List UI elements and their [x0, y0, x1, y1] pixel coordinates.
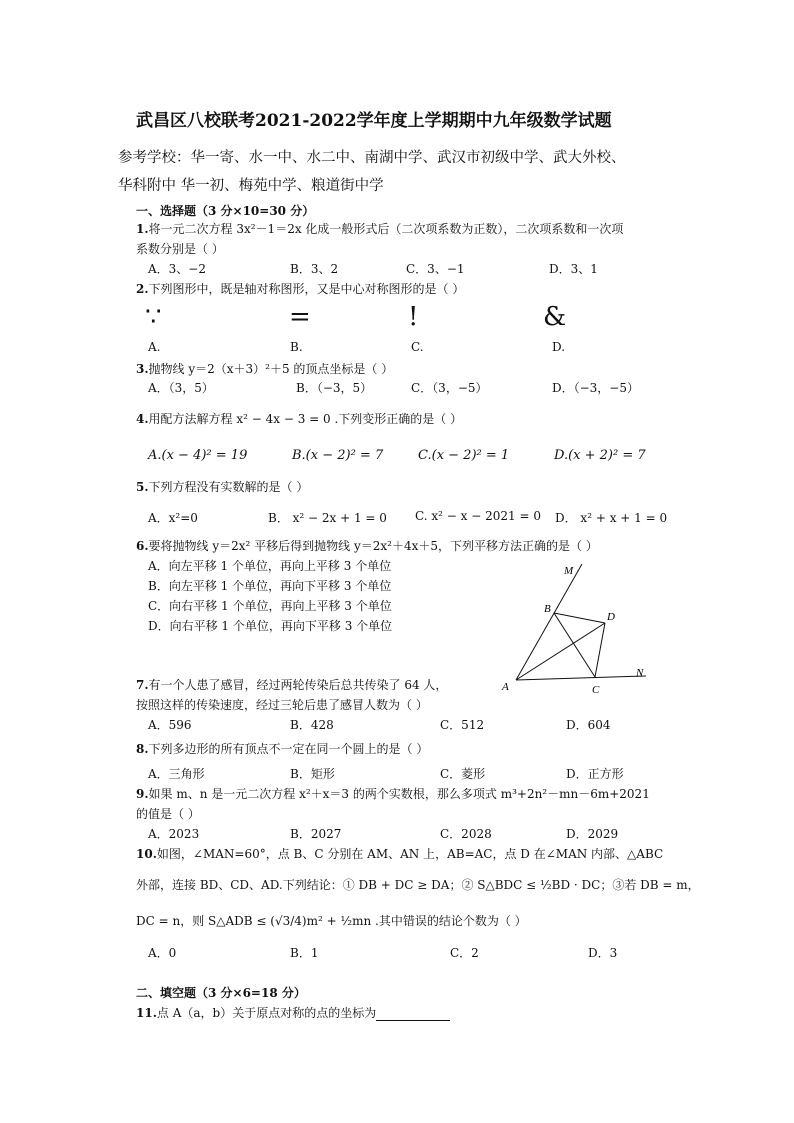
q9-option-b: B．2027	[290, 827, 342, 841]
ray-am	[516, 564, 582, 680]
label-n: N	[636, 667, 644, 679]
q5-option-a: A．x²=0	[148, 511, 198, 525]
q4-option-c: C.(x − 2)² = 1	[418, 448, 510, 463]
segment-bd	[554, 613, 605, 623]
question-11: 11.点 A（a，b）关于原点对称的点的坐标为	[136, 1004, 450, 1021]
q6-option-b: B．向左平移 1 个单位，再向下平移 3 个单位	[148, 579, 392, 593]
q2-option-d: D.	[552, 340, 566, 354]
q10-option-d: D．3	[588, 946, 618, 960]
question-10-line-2: 外部，连接 BD、CD、AD.下列结论：① DB + DC ≥ DA；② S△BDC ≤ ½BD · DC；③若 DB = m，	[136, 878, 700, 892]
label-m: M	[564, 565, 574, 577]
q2-option-a: A.	[148, 340, 161, 354]
q4-option-d: D.(x + 2)² = 7	[554, 448, 646, 463]
schools-line-2: 华科附中 华一初、梅苑中学、粮道街中学	[118, 178, 384, 194]
question-8: 8.下列多边形的所有顶点不一定在同一个圆上的是（ ）	[136, 742, 429, 756]
q1-option-c: C．3、−1	[406, 262, 465, 276]
answer-blank[interactable]	[376, 1008, 450, 1021]
label-b: B	[544, 603, 551, 615]
question-9-line-2: 的值是（ ）	[136, 807, 200, 821]
q6-option-a: A．向左平移 1 个单位，再向上平移 3 个单位	[148, 559, 392, 573]
q9-option-c: C．2028	[440, 827, 492, 841]
question-5: 5.下列方程没有实数解的是（ ）	[136, 480, 309, 494]
question-1: 1.将一元二次方程 3x²－1＝2x 化成一般形式后（二次项系数为正数），二次项系数和一次项	[136, 222, 624, 236]
q5-option-b: B． x² − 2x + 1 = 0	[268, 511, 387, 525]
question-3: 3.抛物线 y＝2（x＋3）²＋5 的顶点坐标是（ ）	[136, 362, 394, 376]
q5-option-c: C. x² − x − 2021 = 0	[415, 509, 541, 523]
segment-bc	[554, 613, 595, 677]
q3-option-d: D．（−3，−5）	[552, 381, 640, 395]
q4-option-a: A.(x − 4)² = 19	[148, 448, 248, 463]
q8-option-a: A．三角形	[148, 767, 205, 781]
q10-option-b: B．1	[290, 946, 319, 960]
label-c: C	[592, 684, 600, 696]
q7-option-a: A．596	[148, 718, 192, 732]
q2-symbol-c: !	[408, 302, 419, 332]
question-7: 7.有一个人患了感冒，经过两轮传染后总共传染了 64 人，	[136, 678, 448, 692]
question-6: 6.要将抛物线 y＝2x² 平移后得到抛物线 y＝2x²＋4x＋5，下列平移方法正确的是（ ）	[136, 539, 598, 553]
q3-option-b: B．（−3，5）	[296, 381, 373, 395]
q10-option-a: A．0	[148, 946, 177, 960]
ray-an	[516, 676, 646, 680]
q1-option-a: A．3、−2	[148, 262, 206, 276]
question-4: 4.用配方法解方程 x² − 4x − 3 = 0 .下列变形正确的是（ ）	[136, 412, 463, 426]
q4-option-b: B.(x − 2)² = 7	[292, 448, 384, 463]
schools-line-1: 参考学校：华一寄、水一中、水二中、南湖中学、武汉市初级中学、武大外校、	[118, 150, 626, 166]
question-10: 10.如图，∠MAN=60°，点 B、C 分别在 AM、AN 上，AB=AC，点 D 在∠MAN 内部、△ABC	[136, 847, 664, 861]
geometry-figure	[494, 560, 654, 700]
q9-option-d: D．2029	[566, 827, 619, 841]
question-2: 2.下列图形中，既是轴对称图形，又是中心对称图形的是（ ）	[136, 282, 465, 296]
q1-option-d: D．3、1	[549, 262, 598, 276]
q3-option-c: C．（3，−5）	[411, 381, 488, 395]
label-a: A	[502, 681, 509, 693]
section-2-heading: 二、填空题（3 分×6=18 分）	[136, 986, 306, 1000]
q7-option-d: D．604	[566, 718, 611, 732]
segment-dc	[595, 623, 605, 677]
question-10-line-3: DC = n，则 S△ADB ≤ (√3/4)m² + ½mn .其中错误的结论个数为（ ）	[136, 914, 527, 928]
q2-symbol-b: =	[289, 302, 311, 332]
q7-option-b: B．428	[290, 718, 334, 732]
question-9: 9.如果 m、n 是一元二次方程 x²＋x＝3 的两个实数根，那么多项式 m³+2n²－mn－6m+2021	[136, 787, 650, 801]
q2-option-b: B.	[290, 340, 303, 354]
q2-symbol-d: &	[543, 302, 567, 332]
q10-option-c: C．2	[450, 946, 479, 960]
q8-option-c: C．菱形	[440, 767, 486, 781]
page-title: 武昌区八校联考2021-2022学年度上学期期中九年级数学试题	[136, 111, 612, 131]
q1-option-b: B．3、2	[290, 262, 339, 276]
q8-option-b: B．矩形	[290, 767, 335, 781]
q8-option-d: D．正方形	[566, 767, 624, 781]
question-7-line-2: 按照这样的传染速度，经过三轮后患了感冒人数为（ ）	[136, 698, 428, 712]
q2-option-c: C.	[411, 340, 424, 354]
label-d: D	[607, 611, 615, 623]
q6-option-d: D．向右平移 1 个单位，再向下平移 3 个单位	[148, 619, 393, 633]
question-1-line-2: 系数分别是（ ）	[136, 242, 224, 256]
q3-option-a: A．（3，5）	[148, 381, 214, 395]
q9-option-a: A．2023	[148, 827, 200, 841]
q2-symbol-a: ∵	[145, 302, 162, 332]
q6-option-c: C．向右平移 1 个单位，再向上平移 3 个单位	[148, 599, 392, 613]
q7-option-c: C．512	[440, 718, 485, 732]
q5-option-d: D． x² + x + 1 = 0	[555, 511, 668, 525]
section-1-heading: 一、选择题（3 分×10=30 分）	[136, 204, 315, 218]
